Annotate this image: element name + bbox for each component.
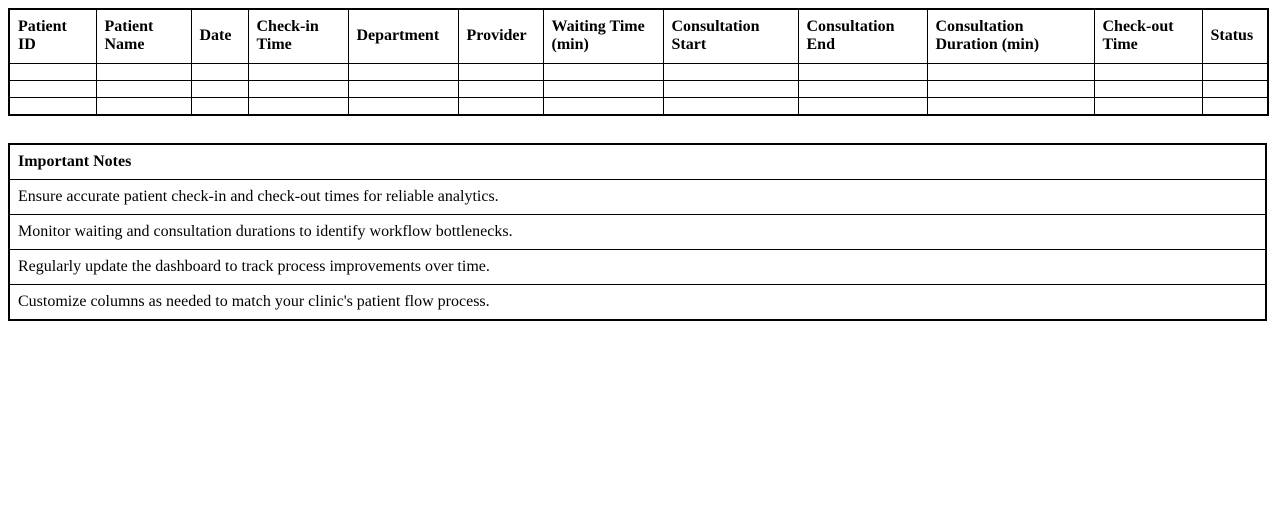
note-text: Monitor waiting and consultation durations to identify workflow bottlenecks. [9,214,1266,249]
empty-cell [663,97,798,115]
empty-cell [248,97,348,115]
empty-row [9,63,1268,80]
note-row [9,179,1266,214]
empty-cell [1202,63,1268,80]
column-header-consultation-end: Consultation End [798,9,927,63]
empty-cell [96,63,191,80]
empty-cell [798,80,927,97]
note-text: Regularly update the dashboard to track process improvements over time. [9,249,1266,284]
notes-title: Important Notes [9,144,1266,180]
header-row [9,9,1268,63]
empty-cell [927,80,1094,97]
empty-cell [191,97,248,115]
empty-cell [96,97,191,115]
note-row [9,214,1266,249]
column-header-status: Status [1202,9,1268,63]
empty-cell [543,97,663,115]
column-header-consultation-start: Consultation Start [663,9,798,63]
empty-cell [348,80,458,97]
empty-cell [543,63,663,80]
patient-flow-table [8,8,1269,116]
empty-row [9,97,1268,115]
column-header-patient-id: Patient ID [9,9,96,63]
note-text: Ensure accurate patient check-in and check-out times for reliable analytics. [9,179,1266,214]
empty-cell [1094,80,1202,97]
column-header-patient-name: Patient Name [96,9,191,63]
empty-cell [348,63,458,80]
empty-cell [9,97,96,115]
empty-cell [1202,80,1268,97]
empty-cell [1094,97,1202,115]
column-header-date: Date [191,9,248,63]
empty-cell [191,63,248,80]
empty-cell [663,80,798,97]
note-row [9,284,1266,320]
empty-cell [927,63,1094,80]
empty-cell [927,97,1094,115]
empty-cell [1094,63,1202,80]
column-header-check-in-time: Check-in Time [248,9,348,63]
empty-cell [663,63,798,80]
note-text: Customize columns as needed to match your clinic's patient flow process. [9,284,1266,320]
empty-cell [248,63,348,80]
empty-cell [458,80,543,97]
column-header-department: Department [348,9,458,63]
empty-row [9,80,1268,97]
empty-cell [458,97,543,115]
empty-cell [798,63,927,80]
empty-cell [248,80,348,97]
empty-cell [1202,97,1268,115]
note-row [9,249,1266,284]
empty-cell [9,80,96,97]
empty-cell [543,80,663,97]
important-notes-table [8,143,1267,321]
column-header-check-out-time: Check-out Time [1094,9,1202,63]
empty-cell [458,63,543,80]
empty-cell [191,80,248,97]
column-header-waiting-time: Waiting Time (min) [543,9,663,63]
column-header-consultation-duration: Consultation Duration (min) [927,9,1094,63]
notes-title-row [9,144,1266,180]
empty-cell [9,63,96,80]
empty-cell [798,97,927,115]
column-header-provider: Provider [458,9,543,63]
empty-cell [96,80,191,97]
empty-cell [348,97,458,115]
